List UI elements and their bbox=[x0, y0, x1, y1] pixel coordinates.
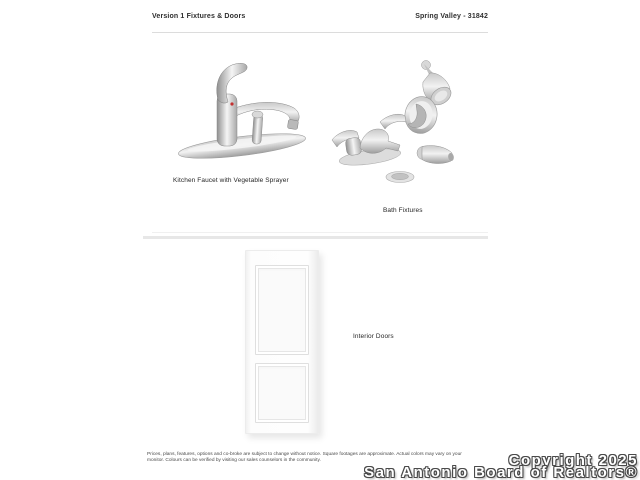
interior-door-image bbox=[245, 250, 319, 434]
temperature-indicator-dot bbox=[230, 102, 233, 105]
kitchen-faucet-label: Kitchen Faucet with Vegetable Sprayer bbox=[173, 177, 289, 184]
page-title: Version 1 Fixtures & Doors bbox=[152, 13, 246, 20]
bath-fixtures-image bbox=[330, 58, 465, 188]
kitchen-faucet-image bbox=[170, 58, 320, 163]
copyright-line-2: San Antonio Board of Realtors® bbox=[364, 464, 638, 480]
tub-spout bbox=[417, 146, 454, 164]
faucet-spout bbox=[235, 102, 299, 129]
vegetable-sprayer bbox=[252, 111, 263, 144]
copyright-line-1: Copyright 2025 bbox=[508, 452, 638, 469]
disclaimer-line-2: monitor. Colours can be verified by visiting our sales counselors in the community. bbox=[147, 457, 321, 463]
disclaimer-line-1: Prices, plans, features, options and co-broke are subject to change without notice. Square footages are approximate. Actual colors may vary on your bbox=[147, 451, 462, 457]
header-divider bbox=[152, 32, 488, 33]
plan-id: Spring Valley - 31842 bbox=[415, 13, 488, 20]
interior-doors-label: Interior Doors bbox=[353, 333, 394, 340]
door-panel-bottom bbox=[255, 363, 309, 423]
bath-fixtures-label: Bath Fixtures bbox=[383, 207, 423, 214]
door-panel-top bbox=[255, 265, 309, 355]
sink-faucet bbox=[332, 114, 406, 168]
section-divider bbox=[143, 236, 488, 239]
faucet-deck-plate bbox=[177, 129, 306, 163]
copyright-watermark bbox=[364, 452, 638, 480]
drain-flange bbox=[386, 172, 414, 183]
section-divider-thin bbox=[152, 232, 488, 233]
